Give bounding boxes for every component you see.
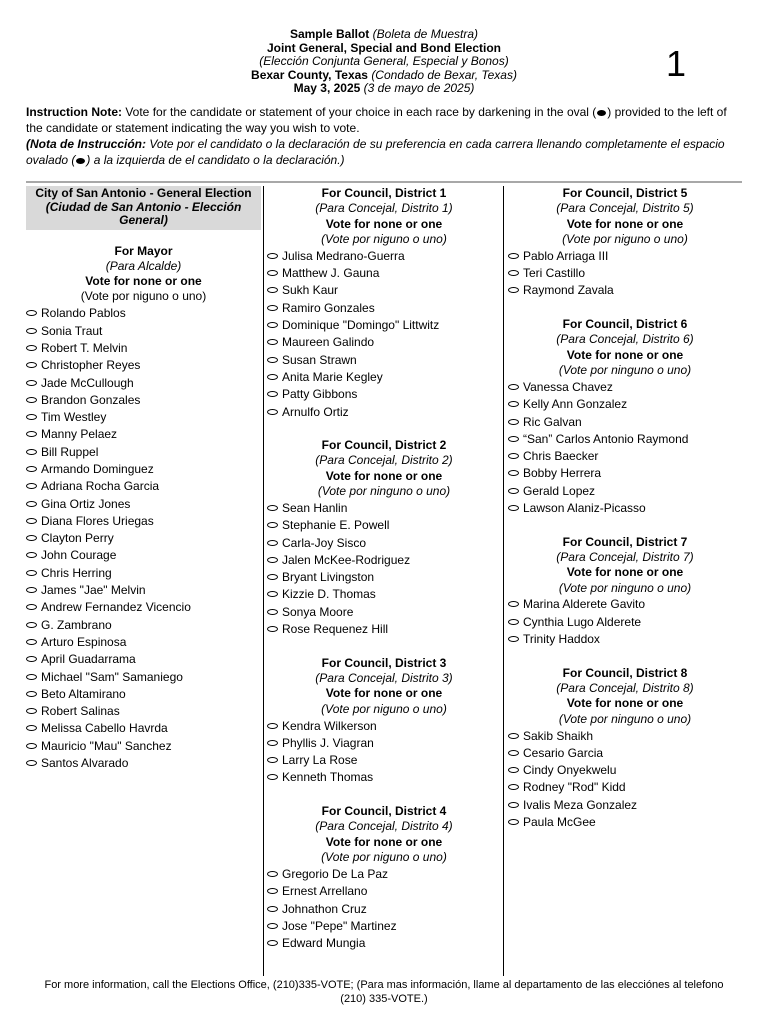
vote-oval-icon[interactable] <box>26 310 37 316</box>
vote-oval-icon[interactable] <box>26 328 37 334</box>
candidate-name: Ric Galvan <box>523 414 582 429</box>
candidate-option[interactable] <box>26 408 261 425</box>
vote-oval-icon[interactable] <box>267 305 278 311</box>
candidate-option[interactable] <box>267 386 501 403</box>
candidate-name: Phyllis J. Viagran <box>282 735 374 750</box>
candidate-name: Julisa Medrano-Guerra <box>282 248 405 263</box>
candidate-name: Ernest Arrellano <box>282 884 368 899</box>
candidate-option[interactable] <box>267 351 501 368</box>
vote-oval-icon[interactable] <box>267 253 278 259</box>
candidate-option[interactable] <box>267 247 501 264</box>
candidate-option[interactable] <box>267 534 501 551</box>
vote-oval-icon[interactable] <box>267 540 278 546</box>
candidate-option[interactable] <box>26 357 261 374</box>
vote-oval-icon[interactable] <box>267 871 278 877</box>
candidate-option[interactable] <box>508 413 742 430</box>
candidate-name: Larry La Rose <box>282 753 358 768</box>
race-council-district-3 <box>267 656 501 786</box>
vote-oval-icon[interactable] <box>26 483 37 489</box>
candidate-name: Susan Strawn <box>282 352 357 367</box>
candidate-option[interactable] <box>26 512 261 529</box>
candidate-option[interactable] <box>26 668 261 685</box>
candidate-option[interactable] <box>267 517 501 534</box>
vote-oval-icon[interactable] <box>26 743 37 749</box>
candidate-option[interactable] <box>26 495 261 512</box>
candidate-name: Matthew J. Gauna <box>282 266 380 281</box>
candidate-name: Clayton Perry <box>41 531 114 546</box>
footer-line-2: (210) 335-VOTE.) <box>340 993 428 1005</box>
candidate-name: Armando Dominguez <box>41 462 154 476</box>
candidate-name: Carla-Joy Sisco <box>282 535 367 550</box>
vote-oval-icon[interactable] <box>26 501 37 507</box>
candidate-option[interactable] <box>267 586 501 603</box>
candidate-option[interactable] <box>26 478 261 495</box>
candidate-option[interactable] <box>508 727 742 744</box>
vote-oval-icon[interactable] <box>26 552 37 558</box>
county-name-es: (Condado de Bexar, Texas) <box>371 67 517 82</box>
candidate-option[interactable] <box>26 443 261 460</box>
candidate-name: Stephanie E. Powell <box>282 518 390 533</box>
candidate-list <box>508 727 742 831</box>
candidate-name: Patty Gibbons <box>282 387 358 402</box>
candidate-option[interactable] <box>26 530 261 547</box>
candidate-list <box>267 247 501 420</box>
candidate-name: Kizzie D. Thomas <box>282 587 376 602</box>
candidate-name: “San” Carlos Antonio Raymond <box>523 431 689 446</box>
vote-oval-icon[interactable] <box>26 345 37 351</box>
vote-oval-icon[interactable] <box>267 591 278 597</box>
candidate-list <box>267 717 501 786</box>
candidate-name: Jade McCullough <box>41 375 134 390</box>
candidate-option[interactable] <box>508 796 742 813</box>
vote-oval-icon[interactable] <box>508 253 519 259</box>
candidate-name: Ramiro Gonzales <box>282 300 375 315</box>
candidate-name: Johnathon Cruz <box>282 901 367 916</box>
candidate-name: Teri Castillo <box>523 266 586 281</box>
candidate-name: Bobby Herrera <box>523 466 602 481</box>
vote-oval-icon[interactable] <box>508 733 519 739</box>
candidate-name: Chris Herring <box>41 565 112 580</box>
vote-oval-icon[interactable] <box>508 784 519 790</box>
vote-oval-icon[interactable] <box>267 522 278 528</box>
candidate-name: Paula McGee <box>523 815 596 830</box>
candidate-option[interactable] <box>267 603 501 620</box>
candidate-name: Gregorio De La Paz <box>282 866 389 881</box>
vote-oval-icon[interactable] <box>508 419 519 425</box>
filled-oval-icon <box>76 158 85 164</box>
candidate-name: Ivalis Meza Gonzalez <box>523 797 638 812</box>
vote-oval-icon[interactable] <box>508 436 519 442</box>
candidate-name: Edward Mungia <box>282 936 366 951</box>
candidate-name: Marina Alderete Gavito <box>523 597 646 612</box>
candidate-option[interactable] <box>26 322 261 339</box>
candidate-option[interactable] <box>26 651 261 668</box>
footer-info <box>26 978 742 1006</box>
candidate-option[interactable] <box>508 596 742 613</box>
candidate-option[interactable] <box>26 599 261 616</box>
vote-oval-icon[interactable] <box>267 609 278 615</box>
race-header: For Council, District 8 (Para Concejal, Distrito 8) Vote for none or one (Vote por ninguno o uno) <box>556 665 694 726</box>
candidate-name: Jose "Pepe" Martinez <box>282 918 397 933</box>
candidate-option[interactable] <box>508 430 742 447</box>
vote-oval-icon[interactable] <box>26 587 37 593</box>
candidate-name: Mauricio "Mau" Sanchez <box>41 738 172 753</box>
footer-line-1: For more information, call the Elections Office, (210)335-VOTE; (Para mas información, llame al departamento de las elecciónes al telefono <box>44 979 724 991</box>
candidate-name: Lawson Alaniz-Picasso <box>523 500 646 515</box>
vote-oval-icon[interactable] <box>267 723 278 729</box>
vote-oval-icon[interactable] <box>508 470 519 476</box>
race-header: For Mayor (Para Alcalde) Vote for none or one (Vote por niguno o uno) <box>80 243 207 304</box>
ballot-title-es: (Boleta de Muestra) <box>372 27 479 41</box>
instruction-note <box>26 104 742 168</box>
candidate-option[interactable] <box>267 769 501 786</box>
candidate-list <box>267 865 501 951</box>
race-header: For Council, District 3 (Para Concejal, Distrito 3) Vote for none or one (Vote por niguno o uno) <box>315 655 453 716</box>
vote-oval-icon[interactable] <box>267 774 278 780</box>
vote-oval-icon[interactable] <box>508 401 519 407</box>
candidate-option[interactable] <box>26 460 261 477</box>
candidate-list <box>26 305 261 772</box>
vote-oval-icon[interactable] <box>267 287 278 293</box>
candidate-name: Pablo Arriaga III <box>523 248 609 263</box>
candidate-name: Arturo Espinosa <box>41 634 127 649</box>
vote-oval-icon[interactable] <box>26 466 37 472</box>
candidate-name: Cesario Garcia <box>523 745 604 760</box>
candidate-option[interactable] <box>267 752 501 769</box>
candidate-option[interactable] <box>26 374 261 391</box>
race-header: For Council, District 6 (Para Concejal, Distrito 6) Vote for none or one (Vote por ninguno o uno) <box>556 317 694 377</box>
candidate-option[interactable] <box>508 396 742 413</box>
candidate-list <box>508 247 742 299</box>
vote-oval-icon[interactable] <box>267 322 278 328</box>
candidate-name: Gina Ortiz Jones <box>41 496 131 511</box>
vote-oval-icon[interactable] <box>26 449 37 455</box>
candidate-name: John Courage <box>41 548 117 563</box>
vote-oval-icon[interactable] <box>508 453 519 459</box>
candidate-name: Beto Altamirano <box>41 686 126 701</box>
vote-oval-icon[interactable] <box>508 601 519 607</box>
vote-oval-icon[interactable] <box>508 287 519 293</box>
candidate-option[interactable] <box>508 779 742 796</box>
vote-oval-icon[interactable] <box>267 888 278 894</box>
vote-oval-icon[interactable] <box>267 626 278 632</box>
candidate-option[interactable] <box>26 426 261 443</box>
vote-oval-icon[interactable] <box>26 674 37 680</box>
candidate-option[interactable] <box>26 754 261 771</box>
vote-oval-icon[interactable] <box>267 906 278 912</box>
candidate-option[interactable] <box>267 934 501 951</box>
candidate-option[interactable] <box>267 900 501 917</box>
vote-oval-icon[interactable] <box>26 380 37 386</box>
vote-oval-icon[interactable] <box>267 923 278 929</box>
candidate-name: Brandon Gonzales <box>41 392 141 407</box>
candidate-option[interactable] <box>267 368 501 385</box>
candidate-name: Anita Marie Kegley <box>282 369 383 384</box>
candidate-name: Gerald Lopez <box>523 483 596 498</box>
candidate-option[interactable] <box>267 717 501 734</box>
candidate-name: Bill Ruppel <box>41 444 99 459</box>
vote-oval-icon[interactable] <box>508 802 519 808</box>
candidate-option[interactable] <box>508 813 742 830</box>
race-header: For Council, District 2 (Para Concejal, Distrito 2) Vote for none or one (Vote por ninguno o uno) <box>315 438 453 499</box>
candidate-option[interactable] <box>508 613 742 630</box>
candidate-name: Kendra Wilkerson <box>282 718 377 733</box>
vote-oval-icon[interactable] <box>26 691 37 697</box>
vote-oval-icon[interactable] <box>508 619 519 625</box>
candidate-name: Andrew Fernandez Vicencio <box>41 600 191 615</box>
vote-oval-icon[interactable] <box>26 397 37 403</box>
vote-oval-icon[interactable] <box>26 535 37 541</box>
ballot-column-1 <box>26 186 261 772</box>
candidate-name: Adriana Rocha Garcia <box>41 479 160 494</box>
candidate-name: Jalen McKee-Rodriguez <box>282 552 411 567</box>
candidate-option[interactable] <box>26 633 261 650</box>
race-header: For Council, District 7 (Para Concejal, Distrito 7) Vote for none or one (Vote por ninguno o uno) <box>556 534 694 595</box>
election-name-es: (Elección Conjunta General, Especial y Bonos) <box>259 54 509 68</box>
candidate-name: G. Zambrano <box>41 617 112 632</box>
vote-oval-icon[interactable] <box>267 757 278 763</box>
candidate-option[interactable] <box>26 616 261 633</box>
candidate-name: Santos Alvarado <box>41 756 129 771</box>
race-council-district-1 <box>267 186 501 420</box>
candidate-name: Chris Baecker <box>523 449 599 464</box>
candidate-name: Sean Hanlin <box>282 500 348 515</box>
vote-oval-icon[interactable] <box>267 574 278 580</box>
county-name: Bexar County, Texas <box>251 67 368 82</box>
candidate-option[interactable] <box>26 720 261 737</box>
candidate-name: Dominique "Domingo" Littwitz <box>282 318 440 333</box>
candidate-option[interactable] <box>267 299 501 316</box>
candidate-option[interactable] <box>26 305 261 322</box>
vote-oval-icon[interactable] <box>26 639 37 645</box>
candidate-name: Trinity Haddox <box>523 632 600 647</box>
candidate-option[interactable] <box>267 551 501 568</box>
candidate-name: Rodney "Rod" Kidd <box>523 780 626 795</box>
election-date: May 3, 2025 <box>293 81 361 95</box>
candidate-option[interactable] <box>26 339 261 356</box>
candidate-option[interactable] <box>508 762 742 779</box>
candidate-name: Sukh Kaur <box>282 283 339 298</box>
candidate-name: Diana Flores Uriegas <box>41 513 154 528</box>
vote-oval-icon[interactable] <box>26 622 37 628</box>
candidate-option[interactable] <box>267 264 501 281</box>
candidate-name: Christopher Reyes <box>41 358 141 373</box>
candidate-name: Sakib Shaikh <box>523 728 594 743</box>
vote-oval-icon[interactable] <box>267 557 278 563</box>
race-header: For Council, District 1 (Para Concejal, Distrito 1) Vote for none or one (Vote por niguno o uno) <box>315 186 453 246</box>
vote-oval-icon[interactable] <box>26 656 37 662</box>
instruction-en: Instruction Note: Vote for the candidate or statement of your choice in each race by darkening in the oval ( ) provided to the left of the candidate or statement indicating the way you wish to vote. <box>26 105 727 135</box>
vote-oval-icon[interactable] <box>267 409 278 415</box>
candidate-option[interactable] <box>26 564 261 581</box>
election-date-es: (3 de mayo de 2025) <box>363 81 475 95</box>
vote-oval-icon[interactable] <box>26 708 37 714</box>
candidate-name: Sonya Moore <box>282 604 354 619</box>
vote-oval-icon[interactable] <box>508 636 519 642</box>
vote-oval-icon[interactable] <box>26 570 37 576</box>
ballot-title: Sample Ballot <box>289 27 370 41</box>
candidate-name: April Guadarrama <box>41 652 136 667</box>
ballot-column-3 <box>508 186 742 831</box>
ballot-header <box>0 28 768 96</box>
candidate-name: Manny Pelaez <box>41 427 118 442</box>
vote-oval-icon[interactable] <box>267 505 278 511</box>
vote-oval-icon[interactable] <box>267 357 278 363</box>
candidate-option[interactable] <box>26 703 261 720</box>
candidate-name: Cindy Onyekwelu <box>523 763 617 778</box>
candidate-option[interactable] <box>267 334 501 351</box>
vote-oval-icon[interactable] <box>508 819 519 825</box>
candidate-name: Rose Requenez Hill <box>282 622 389 637</box>
candidate-option[interactable] <box>508 630 742 647</box>
candidate-option[interactable] <box>267 403 501 420</box>
column-divider-2 <box>503 186 504 976</box>
candidate-option[interactable] <box>26 581 261 598</box>
candidate-name: Vanessa Chavez <box>523 379 613 394</box>
section-title: City of San Antonio - General Election (Ciudad de San Antonio - Elección General) <box>26 186 261 230</box>
vote-oval-icon[interactable] <box>267 391 278 397</box>
election-name: Joint General, Special and Bond Election <box>266 40 502 55</box>
vote-oval-icon[interactable] <box>26 431 37 437</box>
vote-oval-icon[interactable] <box>508 767 519 773</box>
race-council-district-5 <box>508 186 742 299</box>
vote-oval-icon[interactable] <box>508 270 519 276</box>
candidate-option[interactable] <box>267 620 501 637</box>
vote-oval-icon[interactable] <box>26 518 37 524</box>
ballot-column-2 <box>267 186 501 952</box>
candidate-name: Arnulfo Ortiz <box>282 404 349 419</box>
candidate-option[interactable] <box>267 883 501 900</box>
candidate-option[interactable] <box>26 547 261 564</box>
candidate-option[interactable] <box>267 865 501 882</box>
vote-oval-icon[interactable] <box>267 339 278 345</box>
race-council-district-7 <box>508 535 742 648</box>
vote-oval-icon[interactable] <box>26 414 37 420</box>
race-council-district-2 <box>267 438 501 638</box>
vote-oval-icon[interactable] <box>508 750 519 756</box>
candidate-name: Robert T. Melvin <box>41 340 128 355</box>
candidate-option[interactable] <box>26 737 261 754</box>
candidate-option[interactable] <box>508 378 742 395</box>
vote-oval-icon[interactable] <box>508 505 519 511</box>
candidate-name: Maureen Galindo <box>282 335 375 350</box>
candidate-option[interactable] <box>508 499 742 516</box>
vote-oval-icon[interactable] <box>267 740 278 746</box>
candidate-name: Kelly Ann Gonzalez <box>523 397 628 412</box>
candidate-option[interactable] <box>267 316 501 333</box>
candidate-name: Rolando Pablos <box>41 306 126 321</box>
race-header: For Council, District 4 (Para Concejal, Distrito 4) Vote for none or one (Vote por niguno o uno) <box>315 804 453 864</box>
candidate-name: Melissa Cabello Havrda <box>41 721 168 736</box>
candidate-option[interactable] <box>267 734 501 751</box>
vote-oval-icon[interactable] <box>267 940 278 946</box>
candidate-list <box>508 378 742 516</box>
filled-oval-icon <box>597 110 606 116</box>
vote-oval-icon[interactable] <box>26 760 37 766</box>
candidate-list <box>508 596 742 648</box>
candidate-option[interactable] <box>508 247 742 264</box>
race-council-district-4 <box>267 804 501 952</box>
candidate-option[interactable] <box>508 482 742 499</box>
race-council-district-6 <box>508 317 742 517</box>
candidate-name: Michael "Sam" Samaniego <box>41 669 183 684</box>
race-council-district-8 <box>508 666 742 831</box>
candidate-option[interactable] <box>508 744 742 761</box>
instruction-es: (Nota de Instrucción: Vote por el candidato o la declaración de su preferencia en cada carrera llenando completamente el espacio ovalado ( ) a la izquierda de el candidato o la declaración.) <box>26 137 725 167</box>
candidate-name: Raymond Zavala <box>523 283 614 298</box>
candidate-option[interactable] <box>508 447 742 464</box>
header-divider <box>26 181 742 183</box>
candidate-name: Robert Salinas <box>41 704 120 719</box>
vote-oval-icon[interactable] <box>267 374 278 380</box>
vote-oval-icon[interactable] <box>26 362 37 368</box>
column-divider-1 <box>263 186 264 976</box>
page-number: 1 <box>666 43 687 84</box>
candidate-option[interactable] <box>267 569 501 586</box>
candidate-option[interactable] <box>508 282 742 299</box>
candidate-name: Kenneth Thomas <box>282 770 374 785</box>
candidate-option[interactable] <box>508 465 742 482</box>
candidate-option[interactable] <box>508 264 742 281</box>
vote-oval-icon[interactable] <box>26 725 37 731</box>
candidate-name: Sonia Traut <box>41 323 103 338</box>
candidate-option[interactable] <box>26 391 261 408</box>
candidate-option[interactable] <box>267 917 501 934</box>
candidate-list <box>267 499 501 637</box>
candidate-name: Bryant Livingston <box>282 570 375 585</box>
candidate-option[interactable] <box>26 685 261 702</box>
vote-oval-icon[interactable] <box>26 604 37 610</box>
candidate-option[interactable] <box>267 499 501 516</box>
race-header: For Council, District 5 (Para Concejal, Distrito 5) Vote for none or one (Vote por niguno o uno) <box>556 186 694 246</box>
candidate-option[interactable] <box>267 282 501 299</box>
vote-oval-icon[interactable] <box>508 384 519 390</box>
vote-oval-icon[interactable] <box>267 270 278 276</box>
race-mayor <box>26 244 261 772</box>
vote-oval-icon[interactable] <box>508 488 519 494</box>
candidate-name: James "Jae" Melvin <box>41 583 146 598</box>
candidate-name: Tim Westley <box>41 410 107 425</box>
candidate-name: Cynthia Lugo Alderete <box>523 614 642 629</box>
